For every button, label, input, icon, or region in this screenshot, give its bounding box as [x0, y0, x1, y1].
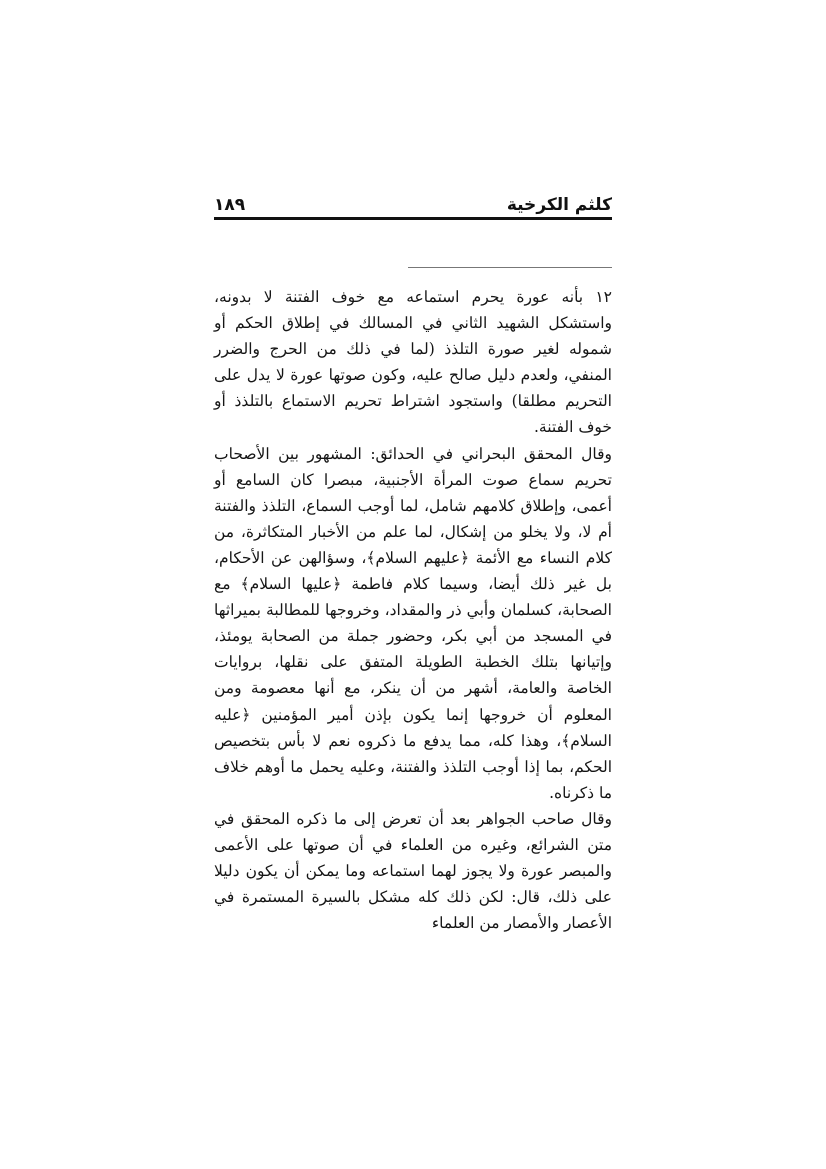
footnote-text — [214, 284, 612, 936]
paragraph-1: ١٢ بأنه عورة يحرم استماعه مع خوف الفتنة لا بدونه، واستشكل الشهيد الثاني في المسالك في إطلاق الحكم أو شموله لغير صورة التلذذ (لما في ذلك من الحرج والضرر المنفي، ولعدم دليل صالح عليه، وكون صوتها عورة لا يدل على التحريم مطلقا) واستجود اشتراط تحريم الاستماع بالتلذذ أو خوف الفتنة. — [214, 288, 612, 437]
header-rule — [214, 217, 612, 220]
running-header — [214, 194, 612, 218]
footnote-separator — [408, 267, 612, 268]
running-title: كلثم الكرخية — [506, 195, 612, 215]
page-number: ١٨٩ — [214, 195, 246, 215]
paragraph-3: وقال صاحب الجواهر بعد أن تعرض إلى ما ذكره المحقق في متن الشرائع، وغيره من العلماء في أن صوتها على الأعمى والمبصر عورة ولا يجوز لهما استماعه وما يمكن أن يكون دليلا على ذلك، قال: لكن ذلك كله مشكل بالسيرة المستمرة في الأعصار والأمصار من العلماء — [214, 809, 612, 933]
paragraph-2: وقال المحقق البحراني في الحدائق: المشهور بين الأصحاب تحريم سماع صوت المرأة الأجنبية، مبصرا كان السامع أو أعمى، وإطلاق كلامهم شامل، لما أوجب السماع، التلذذ والفتنة أم لا، ولا يخلو من إشكال، لما علم من الأخبار المتكاثرة، من كلام النساء مع الأئمة ﴿عليهم السلام﴾، وسؤالهن عن الأحكام، بل غير ذلك أيضا، وسيما كلام فاطمة ﴿عليها السلام﴾ مع الصحابة، كسلمان وأبي ذر والمقداد، وخروجها للمطالبة بميراثها في المسجد من أبي بكر، وحضور جملة من الصحابة يومئذ، وإتيانها بتلك الخطبة الطويلة المتفق على نقلها، بروايات الخاصة والعامة، أشهر من أن ينكر، مع أنها معصومة ومن المعلوم أن خروجها إنما يكون بإذن أمير المؤمنين ﴿عليه السلام﴾، وهذا كله، مما يدفع ما ذكروه نعم لا بأس بتخصيص الحكم، بما إذا أوجب التلذذ والفتنة، وعليه يحمل ما أوهم خلاف ما ذكرناه. — [214, 444, 612, 802]
